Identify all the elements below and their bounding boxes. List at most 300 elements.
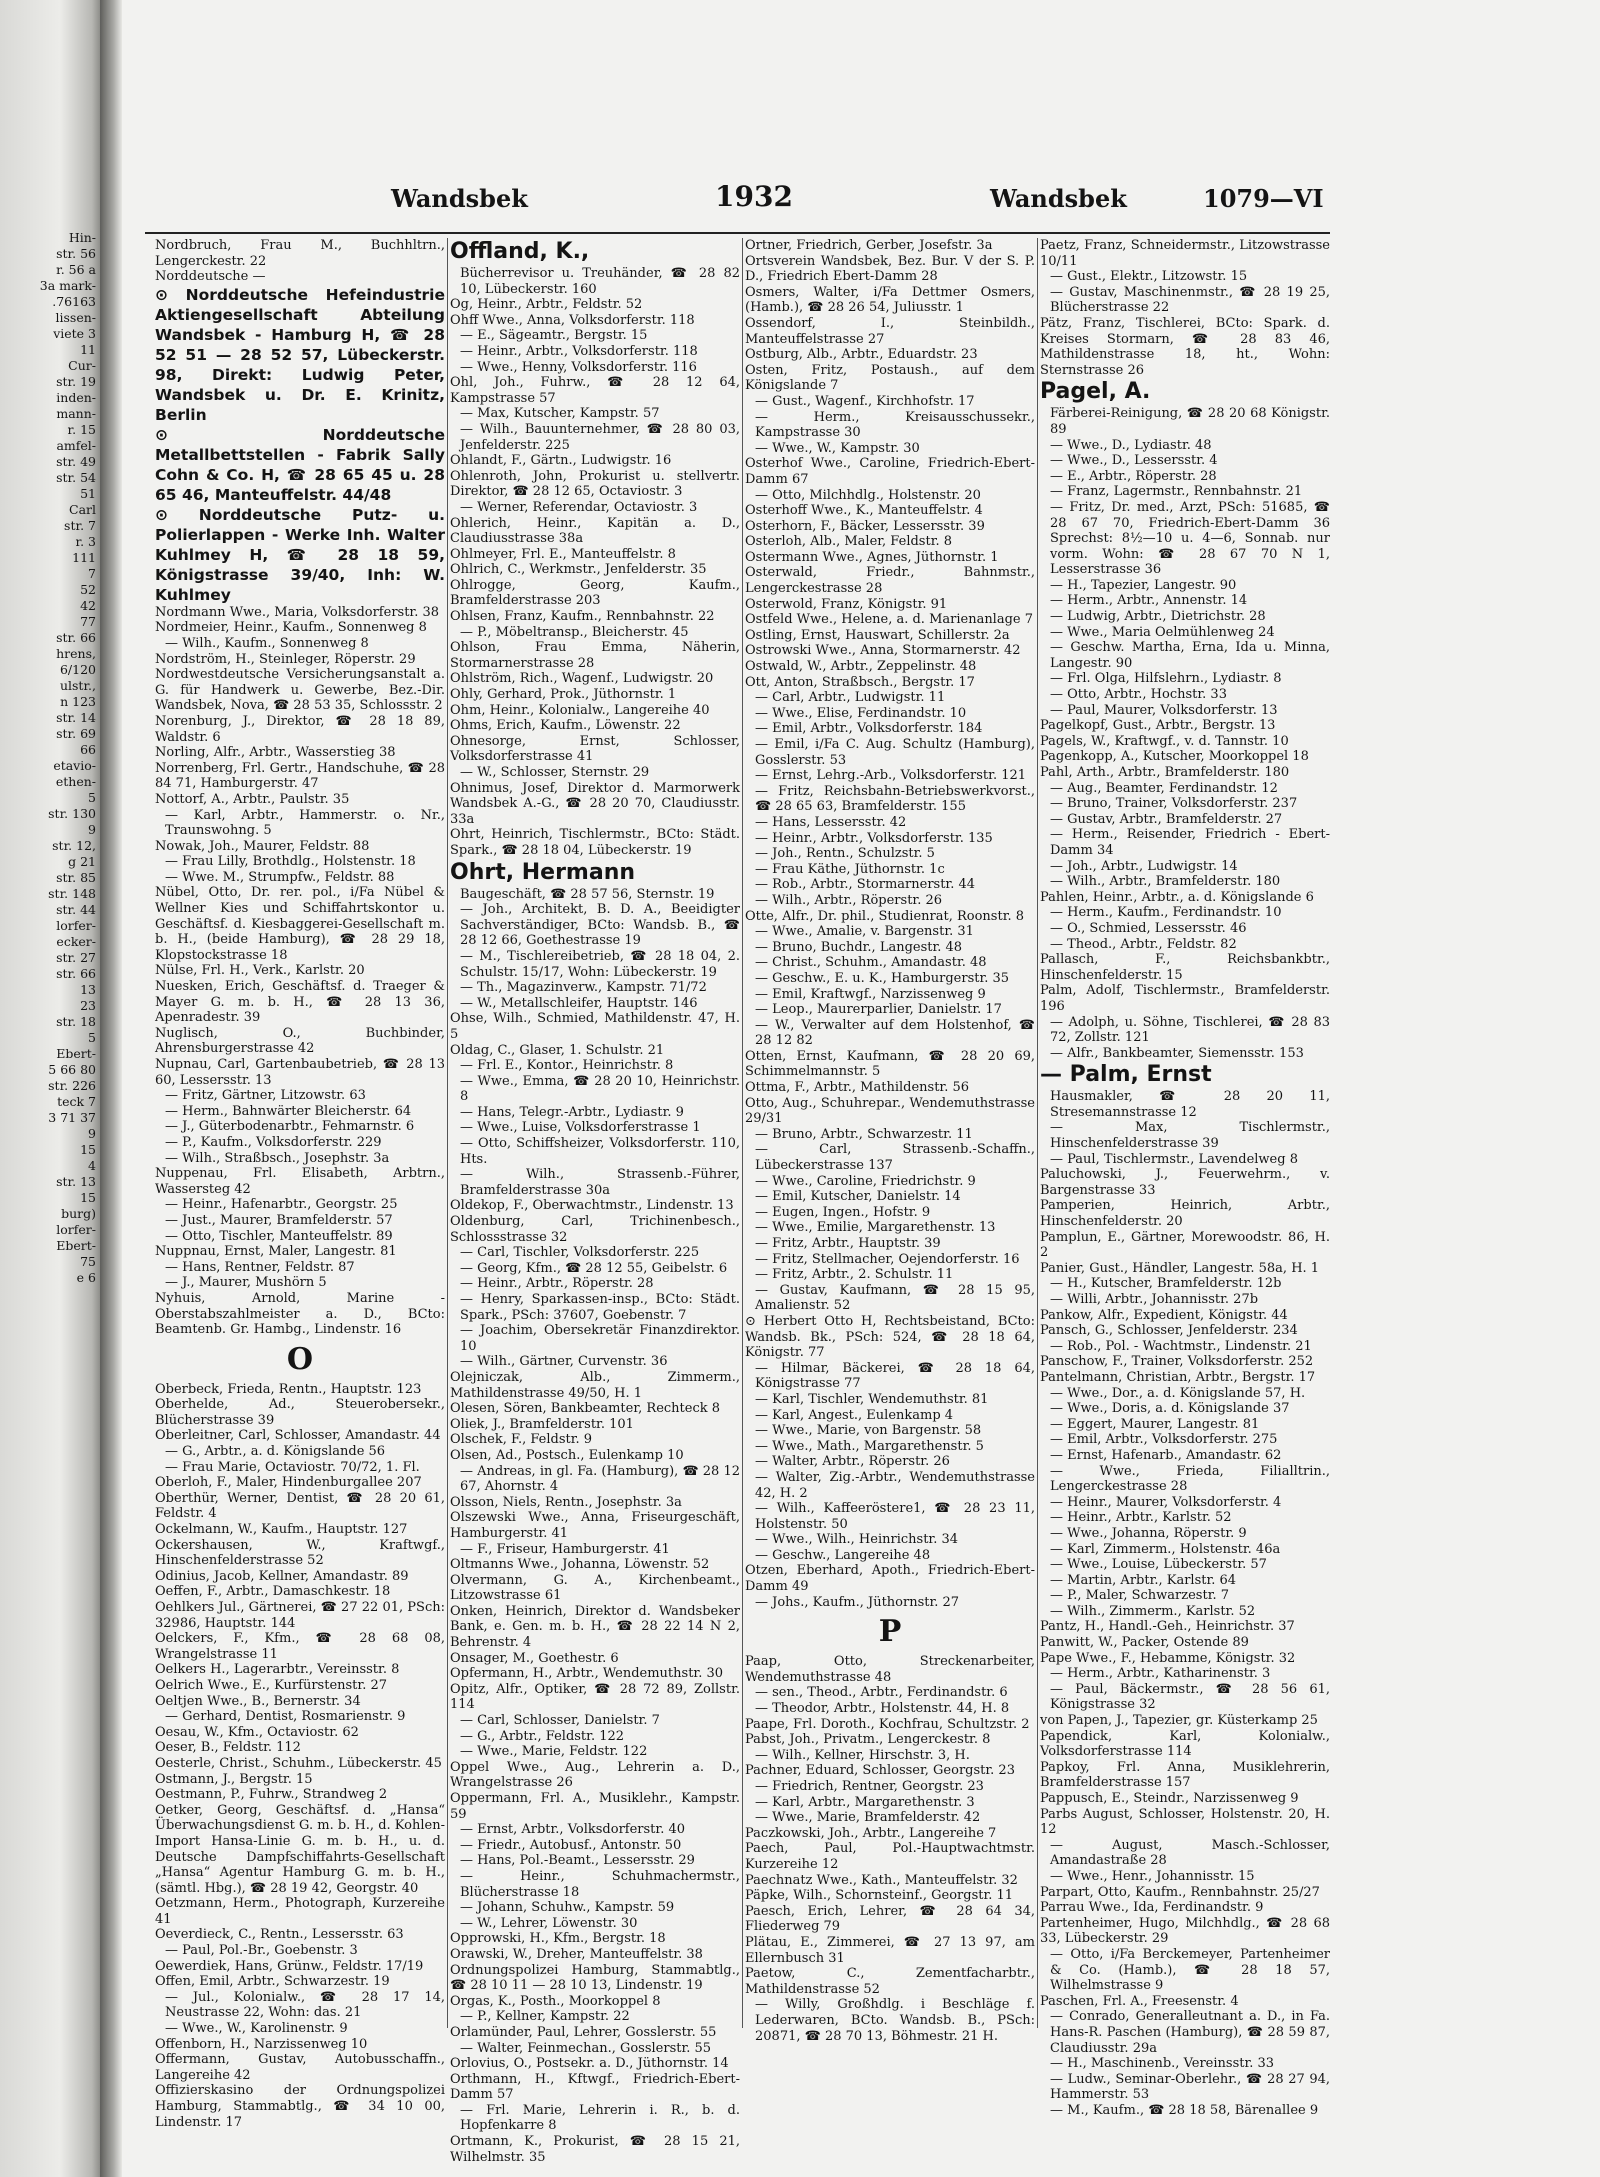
directory-entry: — Walter, Feinmechan., Gosslerstr. 55 — [460, 2040, 712, 2056]
fragment-line: 23 — [80, 998, 96, 1013]
directory-entry: — Paul, Pol.-Br., Goebenstr. 3 — [165, 1943, 358, 1959]
directory-entry: — Hans, Lessersstr. 42 — [755, 814, 907, 830]
directory-entry: — Heinr., Arbtr., Röperstr. 28 — [460, 1276, 654, 1292]
directory-entry: Pahl, Arth., Arbtr., Bramfelderstr. 180 — [1040, 765, 1290, 780]
fragment-line: 75 — [80, 1254, 96, 1269]
fragment-line: str. 13 — [56, 1174, 96, 1189]
fragment-line: str. 19 — [56, 374, 96, 389]
directory-entry: — Hans, Rentner, Feldstr. 87 — [165, 1259, 355, 1275]
directory-entry: — Wwe., Louise, Lübeckerstr. 57 — [1050, 1557, 1267, 1573]
directory-entry: — Paul, Tischlermstr., Lavendelweg 8 — [1050, 1151, 1298, 1167]
fragment-line: 13 — [80, 982, 96, 997]
directory-entry: Olsen, Ad., Postsch., Eulenkamp 10 — [450, 1447, 684, 1463]
fragment-line: str. 44 — [56, 902, 96, 917]
directory-entry: Pantelmann, Christian, Arbtr., Bergstr. 17 — [1040, 1369, 1316, 1385]
directory-entry: — Aug., Beamter, Ferdinandstr. 12 — [1050, 780, 1278, 796]
directory-entry: Ossendorf, I., Steinbildh., Manteuffelstrasse 27 — [745, 315, 1035, 347]
directory-entry: — G., Arbtr., Feldstr. 122 — [460, 1728, 625, 1744]
directory-entry: — Adolph, u. Söhne, Tischlerei, ☎ 28 83 72, Zollstr. 121 — [1050, 1014, 1330, 1046]
directory-entry: Oelrich Wwe., E., Kurfürstenstr. 27 — [155, 1677, 387, 1693]
directory-entry: — Frau Käthe, Jüthornstr. 1c — [755, 861, 945, 877]
directory-entry: Oldag, C., Glaser, 1. Schulstr. 21 — [450, 1042, 665, 1058]
directory-entry: Otten, Ernst, Kaufmann, ☎ 28 20 69, Schimmelmannstr. 5 — [745, 1048, 1035, 1080]
directory-entry: — Walter, Zig.-Arbtr., Wendemuthstrasse 42, H. 2 — [755, 1469, 1035, 1501]
fragment-line: viete 3 — [53, 326, 96, 341]
directory-entry: Oeffen, F., Arbtr., Damaschkestr. 18 — [155, 1584, 391, 1600]
directory-entry: — Wwe., Marie, von Bargenstr. 58 — [755, 1423, 982, 1439]
directory-entry: — Wwe., Emma, ☎ 28 20 10, Heinrichstr. 8 — [460, 1073, 740, 1105]
bold-name-heading: Pagel, A. — [1040, 379, 1151, 405]
fragment-line: 5 — [88, 1030, 96, 1045]
directory-entry: — Wwe., Henny, Volksdorferstr. 116 — [460, 359, 697, 375]
directory-entry: Ostermann Wwe., Agnes, Jüthornstr. 1 — [745, 549, 999, 565]
directory-entry: Orgas, K., Posth., Moorkoppel 8 — [450, 1993, 661, 2009]
fragment-line: str. 85 — [56, 870, 96, 885]
directory-entry: — Emil, Kraftwgf., Narzissenweg 9 — [755, 986, 986, 1002]
directory-entry: — Otto, Schiffsheizer, Volksdorferstr. 110, Hts. — [460, 1136, 740, 1167]
directory-entry: Oetzmann, Herm., Photograph, Kurzereihe 41 — [155, 1896, 445, 1927]
directory-entry: Oestmann, P., Fuhrw., Strandweg 2 — [155, 1787, 388, 1803]
directory-entry: Oetker, Georg, Geschäftsf. d. „Hansa“ Überwachungsdienst G. m. b. H., d. Kohlen-Import Hansa-Linie G. m. b. H., u. d. Deutsche Dampfschiffahrts-Gesellschaft „Hansa“ Agentur Hamburg G. m. b. H., (sämtl. Hbg.), ☎ 28 19 42, Georgstr. 40 — [155, 1802, 445, 1896]
fragment-line: str. 7 — [64, 518, 96, 533]
fragment-line: str. 66 — [56, 966, 96, 981]
directory-entry: Nuglisch, O., Buchbinder, Ahrensburgerstrasse 42 — [155, 1025, 445, 1057]
directory-entry: Nordström, H., Steinleger, Röperstr. 29 — [155, 651, 416, 667]
directory-entry: — Otto, Arbtr., Hochstr. 33 — [1050, 687, 1227, 703]
directory-entry: Färberei-Reinigung, ☎ 28 20 68 Königstr. 89 — [1050, 406, 1330, 437]
directory-entry: — Carl, Schlosser, Danielstr. 7 — [460, 1713, 660, 1729]
directory-entry: Norenburg, J., Direktor, ☎ 28 18 89, Waldstr. 6 — [155, 713, 445, 745]
directory-entry: — Joh., Architekt, B. D. A., Beeidigter Sachverständiger, BCto: Wandsb. B., ☎ 28 12 66, Goethestrasse 19 — [460, 902, 740, 949]
directory-entry: — Hilmar, Bäckerei, ☎ 28 18 64, Königstrasse 77 — [755, 1360, 1035, 1392]
directory-entry: — Wwe., Maria Oelmühlenweg 24 — [1050, 624, 1275, 640]
directory-entry: — Wwe., Marie, Bramfelderstr. 42 — [755, 1810, 981, 1826]
fragment-line: str. 54 — [56, 470, 96, 485]
directory-entry: Päpke, Wilh., Schornsteinf., Georgstr. 11 — [745, 1888, 1014, 1904]
directory-entry: Parrau Wwe., Ida, Ferdinandstr. 9 — [1040, 1900, 1264, 1916]
directory-entry: Ohm, Heinr., Kolonialw., Langereihe 40 — [450, 702, 710, 718]
directory-entry: Ohse, Wilh., Schmied, Mathildenstr. 47, H. 5 — [450, 1011, 740, 1042]
directory-entry: Olsson, Niels, Rentn., Josephstr. 3a — [450, 1494, 682, 1510]
directory-entry: Oppermann, Frl. A., Musiklehr., Kampstr. 59 — [450, 1791, 740, 1822]
fragment-line: ecker- — [56, 934, 96, 949]
directory-entry: Oldenburg, Carl, Trichinenbesch., Schlossstrasse 32 — [450, 1214, 740, 1245]
fragment-line: r. 3 — [75, 534, 96, 549]
directory-entry: Oberbeck, Frieda, Rentn., Hauptstr. 123 — [155, 1381, 422, 1397]
directory-entry: — Hans, Telegr.-Arbtr., Lydiastr. 9 — [460, 1104, 684, 1120]
directory-entry: Nordmeier, Heinr., Kaufm., Sonnenweg 8 — [155, 620, 427, 636]
directory-entry: Oeltjen Wwe., B., Bernerstr. 34 — [155, 1693, 361, 1709]
directory-entry: Nottorf, A., Arbtr., Paulstr. 35 — [155, 791, 350, 807]
directory-entry: Norddeutsche — — [155, 269, 266, 285]
directory-entry: Nülse, Frl. H., Verk., Karlstr. 20 — [155, 963, 365, 979]
fragment-line: teck 7 — [57, 1094, 96, 1109]
directory-entry: — Wilh., Kaffeeröstere1, ☎ 28 23 11, Holstenstr. 50 — [755, 1501, 1035, 1532]
directory-entry: Oppel Wwe., Aug., Lehrerin a. D., Wrangelstrasse 26 — [450, 1759, 740, 1791]
directory-entry: Ohlmeyer, Frl. E., Manteuffelstr. 8 — [450, 546, 676, 562]
directory-entry: — Gustav, Kaufmann, ☎ 28 15 95, Amalienstr. 52 — [755, 1282, 1035, 1314]
directory-entry: Paetz, Franz, Schneidermstr., Litzowstrasse 10/11 — [1040, 238, 1330, 269]
advertisement-entry: ⊙ Norddeutsche Putz- u. Polierlappen - Werke Inh. Walter Kuhlmey H, ☎ 28 18 59, Königstrasse 39/40, Inh: W. Kuhlmey — [155, 505, 445, 604]
directory-entry: — Fritz, Gärtner, Litzowstr. 63 — [165, 1088, 366, 1104]
previous-page-text-fragments — [0, 230, 96, 1286]
directory-entry: Paczkowski, Joh., Arbtr., Langereihe 7 — [745, 1825, 997, 1841]
directory-entry: Palm, Adolf, Tischlermstr., Bramfelderstr. 196 — [1040, 983, 1330, 1014]
directory-entry: Ohlenroth, John, Prokurist u. stellvertr. Direktor, ☎ 28 12 65, Octaviostr. 3 — [450, 468, 740, 500]
directory-entry: — Wwe., D., Lessersstr. 4 — [1050, 453, 1218, 469]
fragment-line: g 21 — [68, 854, 96, 869]
directory-entry: Paesch, Erich, Lehrer, ☎ 28 64 34, Fliederweg 79 — [745, 1903, 1035, 1935]
directory-entry: Otto, Aug., Schuhrepar., Wendemuthstrasse 29/31 — [745, 1095, 1035, 1127]
directory-entry: Pagels, W., Kraftwgf., v. d. Tannstr. 10 — [1040, 733, 1289, 749]
bold-name-heading: Ohrt, Hermann — [450, 859, 636, 885]
directory-entry: Pachner, Eduard, Schlosser, Georgstr. 23 — [745, 1763, 1015, 1779]
column-divider — [447, 238, 448, 2028]
fragment-line: hrens, — [56, 646, 96, 661]
fragment-line: ethen- — [55, 774, 96, 789]
directory-entry: Ostling, Ernst, Hauswart, Schillerstr. 2a — [745, 627, 1010, 643]
directory-entry: Plätau, E., Zimmerei, ☎ 27 13 97, am Ellernbusch 31 — [745, 1934, 1035, 1966]
directory-entry: — Wilh., Gärtner, Curvenstr. 36 — [460, 1354, 668, 1370]
directory-entry: — Frl. Olga, Hilfslehrn., Lydiastr. 8 — [1050, 671, 1282, 687]
directory-entry: — Hans, Pol.-Beamt., Lessersstr. 29 — [460, 1853, 695, 1869]
directory-entry: Pagelkopf, Gust., Arbtr., Bergstr. 13 — [1040, 718, 1276, 734]
directory-entry: Partenheimer, Hugo, Milchhdlg., ☎ 28 68 33, Lübeckerstr. 29 — [1040, 1915, 1330, 1947]
directory-entry: — Wilh., Bauunternehmer, ☎ 28 80 03, Jenfelderstr. 225 — [460, 421, 740, 453]
directory-column-1 — [155, 238, 445, 2130]
directory-column-2 — [450, 238, 740, 2165]
fragment-line: 42 — [80, 598, 96, 613]
fragment-line: str. 14 — [56, 710, 96, 725]
fragment-line: inden- — [56, 390, 96, 405]
fragment-line: r. 15 — [67, 422, 96, 437]
directory-column-4 — [1040, 238, 1330, 2118]
directory-entry: — M., Tischlereibetrieb, ☎ 28 18 04, 2. Schulstr. 15/17, Wohn: Lübeckerstr. 19 — [460, 948, 740, 980]
directory-entry: — Wwe., Doris, a. d. Königslande 37 — [1050, 1401, 1290, 1417]
directory-entry: — Wilh., Straßbsch., Josephstr. 3a — [165, 1150, 390, 1166]
fragment-line: Carl — [69, 502, 96, 517]
directory-entry: Paap, Otto, Streckenarbeiter, Wendemuthstrasse 48 — [745, 1654, 1035, 1685]
directory-entry: Parbs August, Schlosser, Holstenstr. 20, H. 12 — [1040, 1806, 1330, 1838]
directory-entry: — Herm., Kaufm., Ferdinandstr. 10 — [1050, 905, 1282, 921]
directory-entry: — Karl, Tischler, Wendemuthstr. 81 — [755, 1391, 989, 1407]
directory-entry: — Theodor, Arbtr., Holstenstr. 44, H. 8 — [755, 1701, 1010, 1717]
directory-entry: — Willi, Arbtr., Johannisstr. 27b — [1050, 1292, 1259, 1307]
fragment-line: 111 — [72, 550, 96, 565]
bold-name-heading: — Palm, Ernst — [1040, 1062, 1212, 1088]
bold-name-heading: Offland, K., — [450, 239, 590, 264]
section-letter: O — [286, 1341, 314, 1377]
directory-entry: — Wilh., Kellner, Hirschstr. 3, H. — [755, 1747, 970, 1763]
directory-entry: — Bruno, Arbtr., Schwarzestr. 11 — [755, 1126, 973, 1142]
directory-entry: — Alfr., Bankbeamter, Siemensstr. 153 — [1050, 1045, 1304, 1061]
fragment-line: 52 — [80, 582, 96, 597]
directory-entry: — Henry, Sparkassen-insp., BCto: Städt. Spark., PSch: 37607, Goebenstr. 7 — [460, 1292, 740, 1323]
directory-entry: — Heinr., Maurer, Volksdorferstr. 4 — [1050, 1494, 1282, 1510]
directory-entry: — Bruno, Trainer, Volksdorferstr. 237 — [1050, 796, 1298, 812]
directory-entry: — Ernst, Arbtr., Volksdorferstr. 40 — [460, 1822, 685, 1838]
directory-entry: Offermann, Gustav, Autobusschaffn., Langereihe 42 — [155, 2052, 445, 2083]
directory-entry: Oberleitner, Carl, Schlosser, Amandastr. 44 — [155, 1428, 441, 1444]
fragment-line: str. 18 — [56, 1014, 96, 1029]
fragment-line: lorfer- — [56, 918, 96, 933]
fragment-line: amfel- — [56, 438, 96, 453]
directory-entry: Orlamünder, Paul, Lehrer, Gosslerstr. 55 — [450, 2024, 717, 2040]
directory-entry: — Max, Tischlermstr., Hinschenfelderstrasse 39 — [1050, 1120, 1330, 1152]
directory-entry: Ott, Anton, Straßbsch., Bergstr. 17 — [745, 674, 975, 690]
directory-entry: Ohlström, Rich., Wagenf., Ludwigstr. 20 — [450, 671, 714, 687]
column-divider — [742, 238, 743, 2028]
directory-entry: Pätz, Franz, Tischlerei, BCto: Spark. d. Kreises Stormarn, ☎ 28 83 46, Mathildenstrasse 18, ht., Wohn: Sternstrasse 26 — [1040, 315, 1330, 378]
directory-entry: — Wilh., Arbtr., Röperstr. 26 — [755, 892, 943, 908]
directory-entry: Nordmann Wwe., Maria, Volksdorferstr. 38 — [155, 604, 440, 620]
directory-entry: — Wwe., Wilh., Heinrichstr. 34 — [755, 1532, 959, 1548]
directory-entry: — Conrado, Generalleutnant a. D., in Fa. Hans-R. Paschen (Hamburg), ☎ 28 59 87, Claudiusstr. 29a — [1050, 2009, 1330, 2056]
directory-entry: Orlovius, O., Postsekr. a. D., Jüthornstr. 14 — [450, 2056, 729, 2072]
directory-column-3 — [745, 238, 1035, 2044]
directory-entry: Oewerdiek, Hans, Grünw., Feldstr. 17/19 — [155, 1958, 424, 1974]
directory-entry: Oliek, J., Bramfelderstr. 101 — [450, 1416, 634, 1432]
directory-entry: Og, Heinr., Arbtr., Feldstr. 52 — [450, 297, 643, 313]
directory-entry: Paetow, C., Zementfacharbtr., Mathildenstrasse 52 — [745, 1966, 1035, 1997]
fragment-line: 51 — [80, 486, 96, 501]
fragment-line: r. 56 a — [56, 262, 96, 277]
fragment-line: 15 — [80, 1142, 96, 1157]
directory-entry: — W., Metallschleifer, Hauptstr. 146 — [460, 995, 698, 1011]
directory-entry: — Geschw., Langereihe 48 — [755, 1547, 931, 1563]
directory-entry: — Otto, Tischler, Manteuffelstr. 89 — [165, 1228, 393, 1244]
directory-entry: — Gust., Elektr., Litzowstr. 15 — [1050, 269, 1248, 285]
directory-entry: — Otto, Milchhdlg., Holstenstr. 20 — [755, 487, 981, 503]
directory-entry: Pabst, Joh., Privatm., Lengerckestr. 8 — [745, 1732, 991, 1748]
directory-entry: Nordbruch, Frau M., Buchhltrn., Lengerckestr. 22 — [155, 238, 445, 269]
directory-entry: — Wwe., Elise, Ferdinandstr. 10 — [755, 705, 967, 721]
fragment-line: 5 — [88, 790, 96, 805]
directory-entry: — Ludwig, Arbtr., Dietrichstr. 28 — [1050, 609, 1266, 625]
directory-entry: Ohlandt, F., Gärtn., Ludwigstr. 16 — [450, 453, 672, 469]
directory-entry: Ostfeld Wwe., Helene, a. d. Marienanlage 7 — [745, 612, 1034, 628]
directory-entry: Pape Wwe., F., Hebamme, Königstr. 32 — [1040, 1650, 1296, 1666]
directory-entry: — Wwe., Math., Margarethenstr. 5 — [755, 1438, 984, 1454]
directory-entry: Pantz, H., Handl.-Geh., Heinrichstr. 37 — [1040, 1619, 1295, 1635]
directory-entry: Oberthür, Werner, Dentist, ☎ 28 20 61, Feldstr. 4 — [155, 1490, 445, 1522]
directory-entry: Oeverdieck, C., Rentn., Lessersstr. 63 — [155, 1927, 404, 1943]
directory-entry: — E., Arbtr., Röperstr. 28 — [1050, 468, 1217, 484]
directory-entry: Otzen, Eberhard, Apoth., Friedrich-Ebert-Damm 49 — [745, 1563, 1035, 1595]
directory-entry: — Heinr., Arbtr., Karlstr. 52 — [1050, 1510, 1232, 1526]
directory-entry: — Heinr., Arbtr., Volksdorferstr. 135 — [755, 830, 993, 846]
directory-entry: Olszewski Wwe., Anna, Friseurgeschäft, Hamburgerstr. 41 — [450, 1510, 740, 1541]
directory-entry: Osterwald, Friedr., Bahnmstr., Lengerckestrasse 28 — [745, 565, 1035, 597]
directory-entry: Ohlsen, Franz, Kaufm., Rennbahnstr. 22 — [450, 609, 715, 625]
directory-entry: — Rob., Pol. - Wachtmstr., Lindenstr. 21 — [1050, 1338, 1312, 1354]
directory-entry: Ostwald, W., Arbtr., Zeppelinstr. 48 — [745, 659, 977, 675]
fragment-line: e 6 — [76, 1270, 96, 1285]
directory-entry: Ortner, Friedrich, Gerber, Josefstr. 3a — [745, 238, 993, 253]
directory-entry: Pahlen, Heinr., Arbtr., a. d. Königslande 6 — [1040, 889, 1314, 905]
directory-entry: — Carl, Arbtr., Ludwigstr. 11 — [755, 690, 946, 706]
directory-entry: Odinius, Jacob, Kellner, Amandastr. 89 — [155, 1568, 409, 1584]
directory-entry: Ordnungspolizei Hamburg, Stammabtlg., ☎ 28 10 11 — 28 10 13, Lindenstr. 19 — [450, 1962, 740, 1994]
header-year: 1932 — [715, 180, 793, 213]
directory-entry: — Ernst, Lehrg.-Arb., Volksdorferstr. 121 — [755, 768, 1027, 784]
directory-entry: Paech, Paul, Pol.-Hauptwachtmstr. Kurzereihe 12 — [745, 1841, 1035, 1872]
header-page-number: 1079—VI — [1203, 184, 1324, 213]
directory-entry: Panwitt, W., Packer, Ostende 89 — [1040, 1635, 1249, 1651]
directory-entry: Osterhorn, F., Bäcker, Lessersstr. 39 — [745, 518, 985, 534]
fragment-line: lorfer- — [56, 1222, 96, 1237]
directory-entry: Ohnesorge, Ernst, Schlosser, Volksdorferstrasse 41 — [450, 733, 740, 765]
directory-entry: — Carl, Strassenb.-Schaffn., Lübeckerstrasse 137 — [755, 1142, 1035, 1174]
directory-entry: Oelckers, F., Kfm., ☎ 28 68 08, Wrangelstrasse 11 — [155, 1631, 445, 1662]
fragment-line: Cur- — [68, 358, 96, 373]
directory-entry: — Fritz, Dr. med., Arzt, PSch: 51685, ☎ 28 67 70, Friedrich-Ebert-Damm 36 Sprechst: 8½—10 u. 4—6, Sonnab. nur vorm. Wohn: ☎ 28 67 70 N 1, Lesserstrasse 36 — [1050, 499, 1330, 578]
directory-entry: Ohms, Erich, Kaufm., Löwenstr. 22 — [450, 718, 681, 734]
directory-entry: Oesau, W., Kfm., Octaviostr. 62 — [155, 1724, 359, 1740]
directory-entry: — G., Arbtr., a. d. Königslande 56 — [165, 1444, 386, 1460]
directory-entry: Olvermann, G. A., Kirchenbeamt., Litzowstrasse 61 — [450, 1572, 740, 1604]
directory-entry: Osterhoff Wwe., K., Manteuffelstr. 4 — [745, 503, 983, 519]
directory-entry: — Rob., Arbtr., Stormarnerstr. 44 — [755, 877, 976, 893]
directory-entry: — Eugen, Ingen., Hofstr. 9 — [755, 1204, 931, 1220]
directory-entry: — Fritz, Arbtr., 2. Schulstr. 11 — [755, 1267, 954, 1283]
directory-entry: Parpart, Otto, Kaufm., Rennbahnstr. 25/27 — [1040, 1884, 1320, 1900]
directory-entry: Opprowski, H., Kfm., Bergstr. 18 — [450, 1931, 666, 1947]
fragment-line: 9 — [88, 822, 96, 837]
fragment-line: 3a mark- — [39, 278, 96, 293]
directory-entry: — Frl. Marie, Lehrerin i. R., b. d. Hopfenkarre 8 — [460, 2102, 740, 2134]
fragment-line: etavio- — [53, 758, 96, 773]
page-header — [145, 180, 1330, 234]
directory-entry: Opitz, Alfr., Optiker, ☎ 28 72 89, Zollstr. 114 — [450, 1681, 740, 1713]
directory-entry: — Willy, Großhdlg. i Beschläge f. Lederwaren, BCto. Wandsb. B., PSch: 20871, ☎ 28 70 13, Böhmestr. 21 H. — [755, 1997, 1035, 2044]
fragment-line: 6/120 — [59, 662, 96, 677]
section-letter: P — [878, 1614, 902, 1650]
directory-entry: — W., Lehrer, Löwenstr. 30 — [460, 1915, 638, 1931]
fragment-line: lissen- — [55, 310, 96, 325]
directory-entry: — Johs., Kaufm., Jüthornstr. 27 — [755, 1594, 960, 1610]
directory-entry: Panschow, F., Trainer, Volksdorferstr. 252 — [1040, 1354, 1314, 1370]
directory-entry: Ohlson, Frau Emma, Näherin, Stormarnerstrasse 28 — [450, 640, 740, 671]
fragment-line: str. 27 — [56, 950, 96, 965]
directory-entry: — Paul, Maurer, Volksdorferstr. 13 — [1050, 702, 1278, 718]
fragment-line: Hin- — [68, 230, 96, 245]
directory-entry: Ohly, Gerhard, Prok., Jüthornstr. 1 — [450, 687, 677, 703]
directory-entry: — Wwe., W., Kampstr. 30 — [755, 440, 920, 456]
directory-entry: — Walter, Arbtr., Röperstr. 26 — [755, 1454, 950, 1470]
fragment-line: str. 130 — [48, 806, 96, 821]
directory-entry: — Georg, Kfm., ☎ 28 12 55, Geibelstr. 6 — [460, 1260, 728, 1276]
directory-entry: — Max, Kutscher, Kampstr. 57 — [460, 406, 660, 422]
header-city-right: Wandsbek — [990, 184, 1127, 213]
fragment-line: Ebert- — [56, 1238, 96, 1253]
directory-entry: Offizierskasino der Ordnungspolizei Hamburg, Stammabtlg., ☎ 34 10 00, Lindenstr. 17 — [155, 2083, 445, 2130]
fragment-line: mann- — [56, 406, 96, 421]
directory-entry: Nübel, Otto, Dr. rer. pol., i/Fa Nübel & Wellner Kies und Schiffahrtskontor u. Geschäftsf. d. Kiesbaggerei-Gesellschaft m. b. H., (beide Hamburg), ☎ 28 29 18, Klopstockstrasse 18 — [155, 885, 445, 963]
fragment-line: 5 66 80 — [48, 1062, 96, 1077]
directory-entry: — Heinr., Schuhmachermstr., Blücherstrasse 18 — [460, 1868, 740, 1900]
directory-entry: Orawski, W., Dreher, Manteuffelstr. 38 — [450, 1946, 703, 1962]
fragment-line: 15 — [80, 1190, 96, 1205]
directory-entry: — Emil, Arbtr., Volksdorferstr. 184 — [755, 721, 983, 737]
directory-entry: Baugeschäft, ☎ 28 57 56, Sternstr. 19 — [460, 886, 715, 902]
directory-entry: Nuesken, Erich, Geschäftsf. d. Traeger & Mayer G. m. b. H., ☎ 28 13 36, Apenradestr. 39 — [155, 979, 445, 1026]
directory-entry: Papkoy, Frl. Anna, Musiklehrerin, Bramfelderstrasse 157 — [1040, 1759, 1330, 1791]
directory-entry: Pamperien, Heinrich, Arbtr., Hinschenfelderstr. 20 — [1040, 1198, 1330, 1230]
directory-entry: — Carl, Tischler, Volksdorferstr. 225 — [460, 1245, 700, 1261]
directory-entry: Onsager, M., Goethestr. 6 — [450, 1650, 619, 1666]
directory-entry: Ohl, Joh., Fuhrw., ☎ 28 12 64, Kampstrasse 57 — [450, 375, 740, 406]
directory-entry: — Gerhard, Dentist, Rosmarienstr. 9 — [165, 1709, 406, 1725]
fragment-line: .76163 — [52, 294, 96, 309]
directory-entry: — P., Maler, Schwarzestr. 7 — [1050, 1588, 1230, 1604]
directory-entry: — Karl, Zimmerm., Holstenstr. 46a — [1050, 1541, 1281, 1557]
directory-entry: Nupnau, Carl, Gartenbaubetrieb, ☎ 28 13 60, Lessersstr. 13 — [155, 1057, 445, 1088]
directory-entry: Oelkers H., Lagerarbtr., Vereinsstr. 8 — [155, 1662, 400, 1678]
directory-entry: — Fritz, Arbtr., Hauptstr. 39 — [755, 1236, 941, 1251]
directory-entry: — Johann, Schuhw., Kampstr. 59 — [460, 1900, 675, 1916]
directory-entry: Ockershausen, W., Kraftwgf., Hinschenfelderstrasse 52 — [155, 1537, 445, 1569]
fragment-line: Ebert- — [56, 1046, 96, 1061]
directory-entry: — J., Güterbodenarbtr., Fehmarnstr. 6 — [165, 1119, 415, 1135]
directory-entry: Offenborn, H., Narzissenweg 10 — [155, 2036, 368, 2052]
directory-entry: — Th., Magazinverw., Kampstr. 71/72 — [460, 980, 707, 996]
directory-entry: — Emil, Arbtr., Volksdorferstr. 275 — [1050, 1432, 1278, 1448]
directory-entry: — P., Kaufm., Volksdorferstr. 229 — [165, 1134, 382, 1150]
directory-entry: — P., Kellner, Kampstr. 22 — [460, 2009, 630, 2025]
directory-entry: Orthmann, H., Kftwgf., Friedrich-Ebert-Damm 57 — [450, 2071, 740, 2103]
directory-entry: Paluchowski, J., Feuerwehrm., v. Bargenstrasse 33 — [1040, 1167, 1330, 1198]
directory-entry: — O., Schmied, Lessersstr. 46 — [1050, 920, 1247, 936]
directory-entry: — Ludw., Seminar-Oberlehr., ☎ 28 27 94, Hammerstr. 53 — [1050, 2071, 1330, 2103]
directory-entry: — Friedrich, Rentner, Georgstr. 23 — [755, 1779, 984, 1794]
directory-entry: Nuppenau, Frl. Elisabeth, Arbtrn., Wassersteg 42 — [155, 1166, 445, 1197]
directory-entry: — Wwe., Amalie, v. Bargenstr. 31 — [755, 924, 974, 940]
directory-entry: — Paul, Bäckermstr., ☎ 28 56 61, Königstrasse 32 — [1050, 1681, 1330, 1713]
fragment-line: 7 — [88, 566, 96, 581]
directory-entry: Onken, Heinrich, Direktor d. Wandsbeker Bank, e. Gen. m. b. H., ☎ 28 22 14 N 2, Behrenstr. 4 — [450, 1603, 740, 1651]
directory-entry: — J., Maurer, Mushörn 5 — [165, 1275, 327, 1291]
directory-entry: Ortmann, K., Prokurist, ☎ 28 15 21, Wilhelmstr. 35 — [450, 2134, 740, 2165]
directory-entry: — Wilh., Arbtr., Bramfelderstr. 180 — [1050, 874, 1281, 890]
directory-page — [145, 180, 1330, 2165]
directory-entry: Oeser, B., Feldstr. 112 — [155, 1740, 301, 1756]
directory-entry: Ostburg, Alb., Arbtr., Eduardstr. 23 — [745, 347, 978, 363]
directory-entry: Ottma, F., Arbtr., Mathildenstr. 56 — [745, 1080, 970, 1096]
directory-entry: Osterwold, Franz, Königstr. 91 — [745, 596, 948, 612]
directory-entry: Osten, Fritz, Postaush., auf dem Königslande 7 — [745, 362, 1035, 394]
directory-entry: Osterloh, Alb., Maler, Feldstr. 8 — [745, 534, 953, 550]
directory-entry: — Wilh., Kaufm., Sonnenweg 8 — [165, 635, 369, 651]
fragment-line: 77 — [80, 614, 96, 629]
directory-entry: Olejniczak, Alb., Zimmerm., Mathildenstrasse 49/50, H. 1 — [450, 1369, 740, 1401]
directory-entry: Pallasch, F., Reichsbankbtr., Hinschenfelderstr. 15 — [1040, 952, 1330, 983]
directory-entry: — Wwe. M., Strumpfw., Feldstr. 88 — [165, 869, 395, 885]
directory-entry: Oltmanns Wwe., Johanna, Löwenstr. 52 — [450, 1557, 710, 1573]
directory-entry: — Herm., Arbtr., Katharinenstr. 3 — [1050, 1666, 1271, 1682]
directory-entry: — Joachim, Obersekretär Finanzdirektor. 10 — [460, 1323, 740, 1354]
directory-entry: Oldekop, F., Oberwachtmstr., Lindenstr. 13 — [450, 1198, 734, 1214]
directory-entry: — Wwe., Marie, Feldstr. 122 — [460, 1744, 648, 1760]
directory-entry: Ohnimus, Josef, Direktor d. Marmorwerk Wandsbek A.-G., ☎ 28 20 70, Claudiusstr. 33a — [450, 780, 740, 827]
directory-entry: — Herm., Bahnwärter Bleicherstr. 64 — [165, 1103, 412, 1119]
fragment-line: 4 — [88, 1158, 96, 1173]
directory-entry: — Herm., Arbtr., Annenstr. 14 — [1050, 593, 1248, 609]
directory-entry: — Friedr., Autobusf., Antonstr. 50 — [460, 1837, 682, 1853]
directory-entry: — August, Masch.-Schlosser, Amandastraße 28 — [1050, 1837, 1330, 1869]
directory-entry: — H., Tapezier, Langestr. 90 — [1050, 577, 1237, 593]
directory-entry: Norling, Alfr., Arbtr., Wasserstieg 38 — [155, 745, 396, 761]
